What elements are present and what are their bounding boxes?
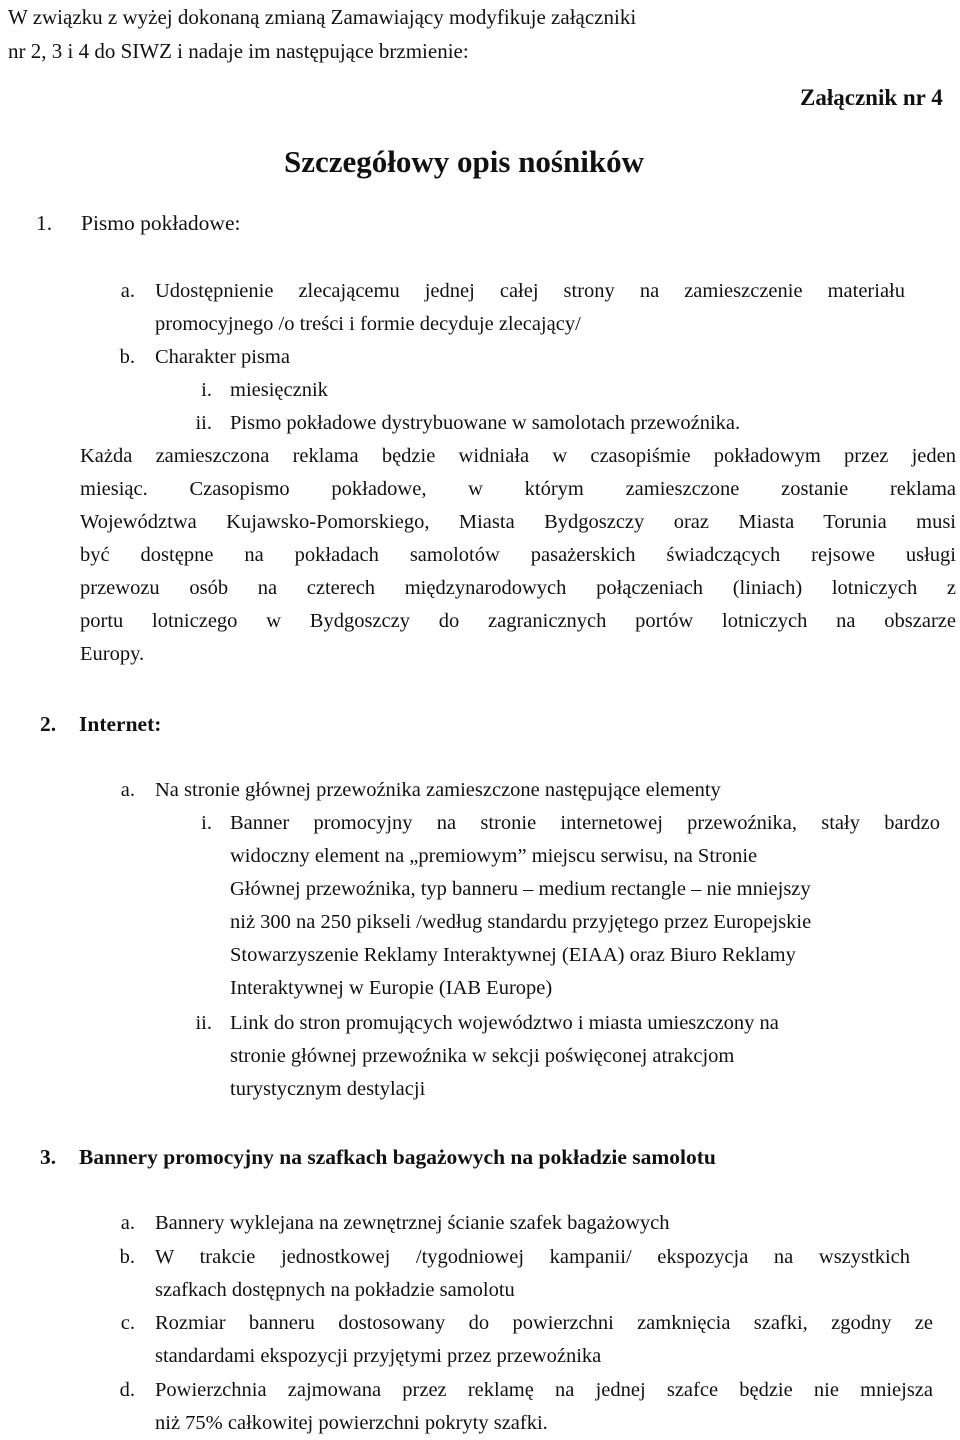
s3-b-line: szafkach dostępnych na pokładzie samolotu: [155, 1279, 515, 1301]
section-3-title: Bannery promocyjny na szafkach bagażowych na pokładzie samolotu: [79, 1145, 716, 1169]
s1-para-line: Europy.: [80, 643, 145, 665]
s1-para-line: przewozu osób na czterech międzynarodowych połączeniach (liniach) lotniczych z: [80, 577, 956, 599]
s2-ii-label: ii.: [195, 1012, 212, 1034]
s3-b-line: W trakcie jednostkowej /tygodniowej kampanii/ ekspozycja na wszystkich: [155, 1246, 910, 1268]
annex-label: Załącznik nr 4: [800, 85, 943, 110]
s1-ii-text: Pismo pokładowe dystrybuowane w samolotach przewoźnika.: [230, 412, 741, 434]
s2-i-line: widoczny element na „premiowym” miejscu serwisu, na Stronie: [230, 845, 758, 867]
s2-ii-line: turystycznym destylacji: [230, 1078, 426, 1100]
section-1-heading: [36, 207, 240, 240]
section-1-number: 1.: [36, 211, 53, 235]
s1-para-line: Województwa Kujawsko-Pomorskiego, Miasta Bydgoszczy oraz Miasta Torunia musi: [80, 511, 956, 533]
s3-c-line: Rozmiar banneru dostosowany do powierzchni zamknięcia szafki, zgodny ze: [155, 1312, 933, 1334]
s3-c-text: [155, 1307, 933, 1373]
s2-i-line: Banner promocyjny na stronie internetowej przewoźnika, stały bardzo: [230, 812, 940, 834]
s1-a-line-2: promocyjnego /o treści i formie decyduje zlecający/: [155, 313, 581, 335]
s3-d-line: niż 75% całkowitej powierzchni pokryty szafki.: [155, 1412, 548, 1434]
s2-ii-text: [230, 1007, 940, 1106]
s2-i-line: Głównej przewoźnika, typ banneru – medium rectangle – nie mniejszy: [230, 878, 811, 900]
s1-i-label: i.: [201, 379, 212, 401]
section-1-title: Pismo pokładowe:: [81, 211, 241, 235]
s1-a-text: [155, 275, 905, 341]
s3-c-label: c.: [120, 1312, 135, 1334]
section-3-heading: [40, 1141, 716, 1174]
s1-a-line-1: Udostępnienie zlecającemu jednej całej strony na zamieszczenie materiału: [155, 280, 905, 302]
s3-c-line: standardami ekspozycji przyjętymi przez przewoźnika: [155, 1345, 602, 1367]
s2-ii-line: stronie głównej przewoźnika w sekcji poświęconej atrakcjom: [230, 1045, 735, 1067]
s1-para-line: Każda zamieszczona reklama będzie widniała w czasopiśmie pokładowym przez jeden: [80, 445, 956, 467]
section-2-number: 2.: [40, 712, 57, 736]
intro-line-2: nr 2, 3 i 4 do SIWZ i nadaje im następujące brzmienie:: [8, 39, 469, 63]
s3-b-text: [155, 1241, 910, 1307]
s1-i-text: miesięcznik: [230, 379, 328, 401]
s3-d-text: [155, 1374, 933, 1440]
s3-a-label: a.: [120, 1212, 135, 1234]
s3-a-text: Bannery wyklejana na zewnętrznej ścianie szafek bagażowych: [155, 1212, 670, 1234]
s1-ii-label: ii.: [195, 412, 212, 434]
s2-i-text: [230, 807, 940, 1005]
section-2-heading: [40, 708, 161, 741]
s1-paragraph: [80, 440, 956, 671]
s2-i-line: Interaktywnej w Europie (IAB Europe): [230, 977, 553, 999]
s2-i-line: niż 300 na 250 pikseli /według standardu przyjętego przez Europejskie: [230, 911, 812, 933]
s1-para-line: portu lotniczego w Bydgoszczy do zagranicznych portów lotniczych na obszarze: [80, 610, 956, 632]
s1-para-line: być dostępne na pokładach samolotów pasażerskich świadczących rejsowe usługi: [80, 544, 956, 566]
s3-b-label: b.: [119, 1246, 135, 1268]
s2-i-label: i.: [201, 812, 212, 834]
intro-text: [8, 0, 636, 68]
s1-b-text: Charakter pisma: [155, 346, 290, 368]
s2-i-line: Stowarzyszenie Reklamy Interaktywnej (EIAA) oraz Biuro Reklamy: [230, 944, 796, 966]
page-title: Szczegółowy opis nośników: [284, 144, 644, 179]
s3-d-line: Powierzchnia zajmowana przez reklamę na jednej szafce będzie nie mniejsza: [155, 1379, 933, 1401]
section-2-title: Internet:: [79, 712, 162, 736]
s1-a-label: a.: [120, 280, 135, 302]
s2-a-text: Na stronie głównej przewoźnika zamieszczone następujące elementy: [155, 779, 721, 801]
s1-b-label: b.: [119, 346, 135, 368]
s2-ii-line: Link do stron promujących województwo i miasta umieszczony na: [230, 1012, 779, 1034]
section-3-number: 3.: [40, 1145, 57, 1169]
intro-line-1: W związku z wyżej dokonaną zmianą Zamawiający modyfikuje załączniki: [8, 5, 637, 29]
s2-a-label: a.: [120, 779, 135, 801]
s1-para-line: miesiąc. Czasopismo pokładowe, w którym zamieszczone zostanie reklama: [80, 478, 956, 500]
s3-d-label: d.: [119, 1379, 135, 1401]
